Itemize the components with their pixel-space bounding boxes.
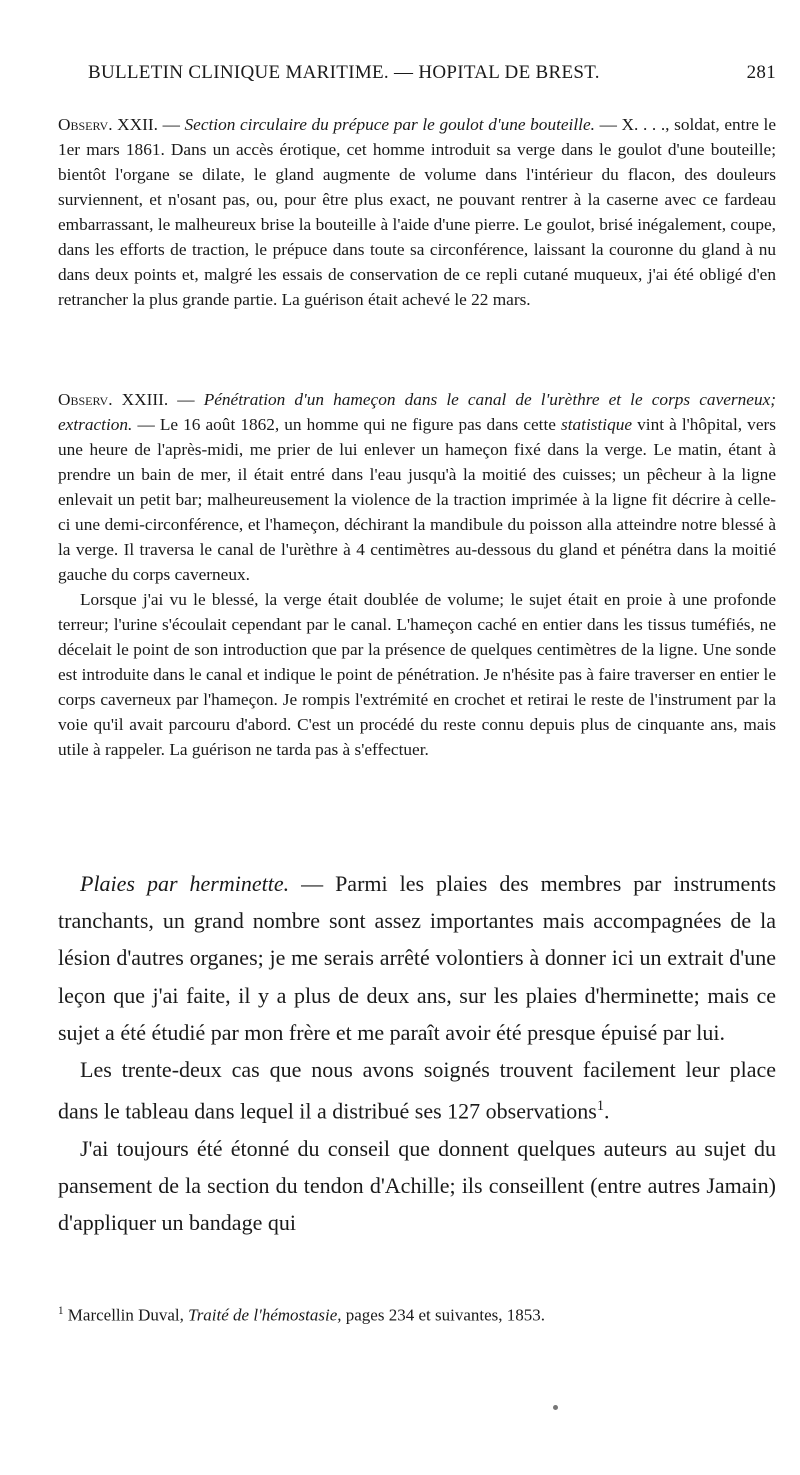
obs22-label: Observ. [58,115,113,134]
obs23-title: Pénétration d'un hameçon dans le canal de l'urèthre et le corps caverneux; extraction. [58,390,777,434]
obs23-number: XXIII. — [121,390,195,409]
footnote-rest: pages 234 et suivantes, 1853. [345,1305,545,1325]
obs23-emph: statistique [561,415,633,434]
obs22-number: XXII. — [117,115,180,134]
footnote-ref: 1 [596,1098,605,1115]
obs22-title: Section circulaire du prépuce par le goulot d'une bouteille. [184,115,595,134]
obs23-label: Observ. [58,390,113,409]
ink-spot [553,1405,558,1410]
footnote [58,1300,776,1327]
page-number: 281 [746,62,776,83]
paragraph-2-end: . [604,1098,610,1124]
obs22-text: — X. . . ., soldat, entre le 1er mars 1861. Dans un accès érotique, cet homme introduit sa verge dans le goulot d'une bouteille; bientôt l'organe se dilate, le gland augmente de volume dans l'intérieur du flacon, des douleurs surviennent, et n'osant pas, ou, pour être plus exact, ne pouvant rentrer à la caserne avec ce fardeau embarrassant, le malheureux brise la bouteille à l'aide d'une pierre. Le goulot, brisé inégalement, coupe, dans les efforts de traction, le prépuce dans toute sa circonférence, laissant la couronne du gland à nu dans deux points et, malgré les essais de conservation de ce repli cutané muqueux, j'ai été obligé d'en retrancher la plus grande partie. La guérison était achevé le 22 mars. [58,115,776,309]
running-title: BULLETIN CLINIQUE MARITIME. — HOPITAL DE BREST. [88,62,600,83]
obs23-text-after: vint à l'hôpital, vers une heure de l'après-midi, me prier de lui enlever un hameçon fixé dans la verge. Le matin, étant à prendre un bain de mer, il était entré dans l'eau jusqu'à la moitié des cuisses; un pêcheur à la ligne enlevait un petit bar; malheureusement la violence de la traction imprimée à la ligne fit décrire à celle-ci une demi-circonférence, et l'hameçon, déchirant la mandibule du poisson alla atteindre notre blessé à la verge. Il traversa le canal de l'urèthre à 4 centimètres au-dessous du gland et pénétra dans la moitié gauche du corps caverneux. [58,415,776,584]
paragraph-2: Les trente-deux cas que nous avons soignés trouvent facilement leur place dans le tableau dans lequel il a distribué ses 127 observations [58,1057,776,1124]
section-heading: Plaies par herminette. [80,871,290,896]
paragraph-1: — Parmi les plaies des membres par instruments tranchants, un grand nombre sont assez importantes mais accompagnées de la lésion d'autres organes; je me serais arrêté volontiers à donner ici un extrait d'une leçon que j'ai faite, il y a plus de deux ans, sur les plaies d'herminette; mais ce sujet a été étudié par mon frère et me paraît avoir été presque épuisé par lui. [58,871,776,1045]
observation-22 [58,112,776,312]
footnote-mark: 1 [58,1305,64,1317]
footnote-title: Traité de l'hémostasie, [188,1305,342,1325]
obs23-text-before: — Le 16 août 1862, un homme qui ne figure pas dans cette [137,415,556,434]
obs23-paragraph-2: Lorsque j'ai vu le blessé, la verge était doublée de volume; le sujet était en proie à une profonde terreur; l'urine s'écoulait cependant par le canal. L'hameçon caché en entier dans les tissus tuméfiés, ne décelait le point de son introduction que par la présence de quelques centimètres de la ligne. Une sonde est introduite dans le canal et indique le point de pénétration. Je n'hésite pas à faire traverser en entier le corps caverneux par l'hameçon. Je rompis l'extrémité en crochet et retirai le reste de l'instrument par la voie qu'il avait parcouru d'abord. C'est un procédé du reste connu depuis plus de cinquante ans, mais utile à rappeler. La guérison ne tarda pas à s'effectuer. [58,590,776,759]
footnote-author: Marcellin Duval, [67,1305,184,1325]
observation-23 [58,387,776,762]
main-text [58,865,776,1241]
paragraph-3: J'ai toujours été étonné du conseil que donnent quelques auteurs au sujet du pansement de la section du tendon d'Achille; ils conseillent (entre autres Jamain) d'appliquer un bandage qui [58,1135,776,1236]
